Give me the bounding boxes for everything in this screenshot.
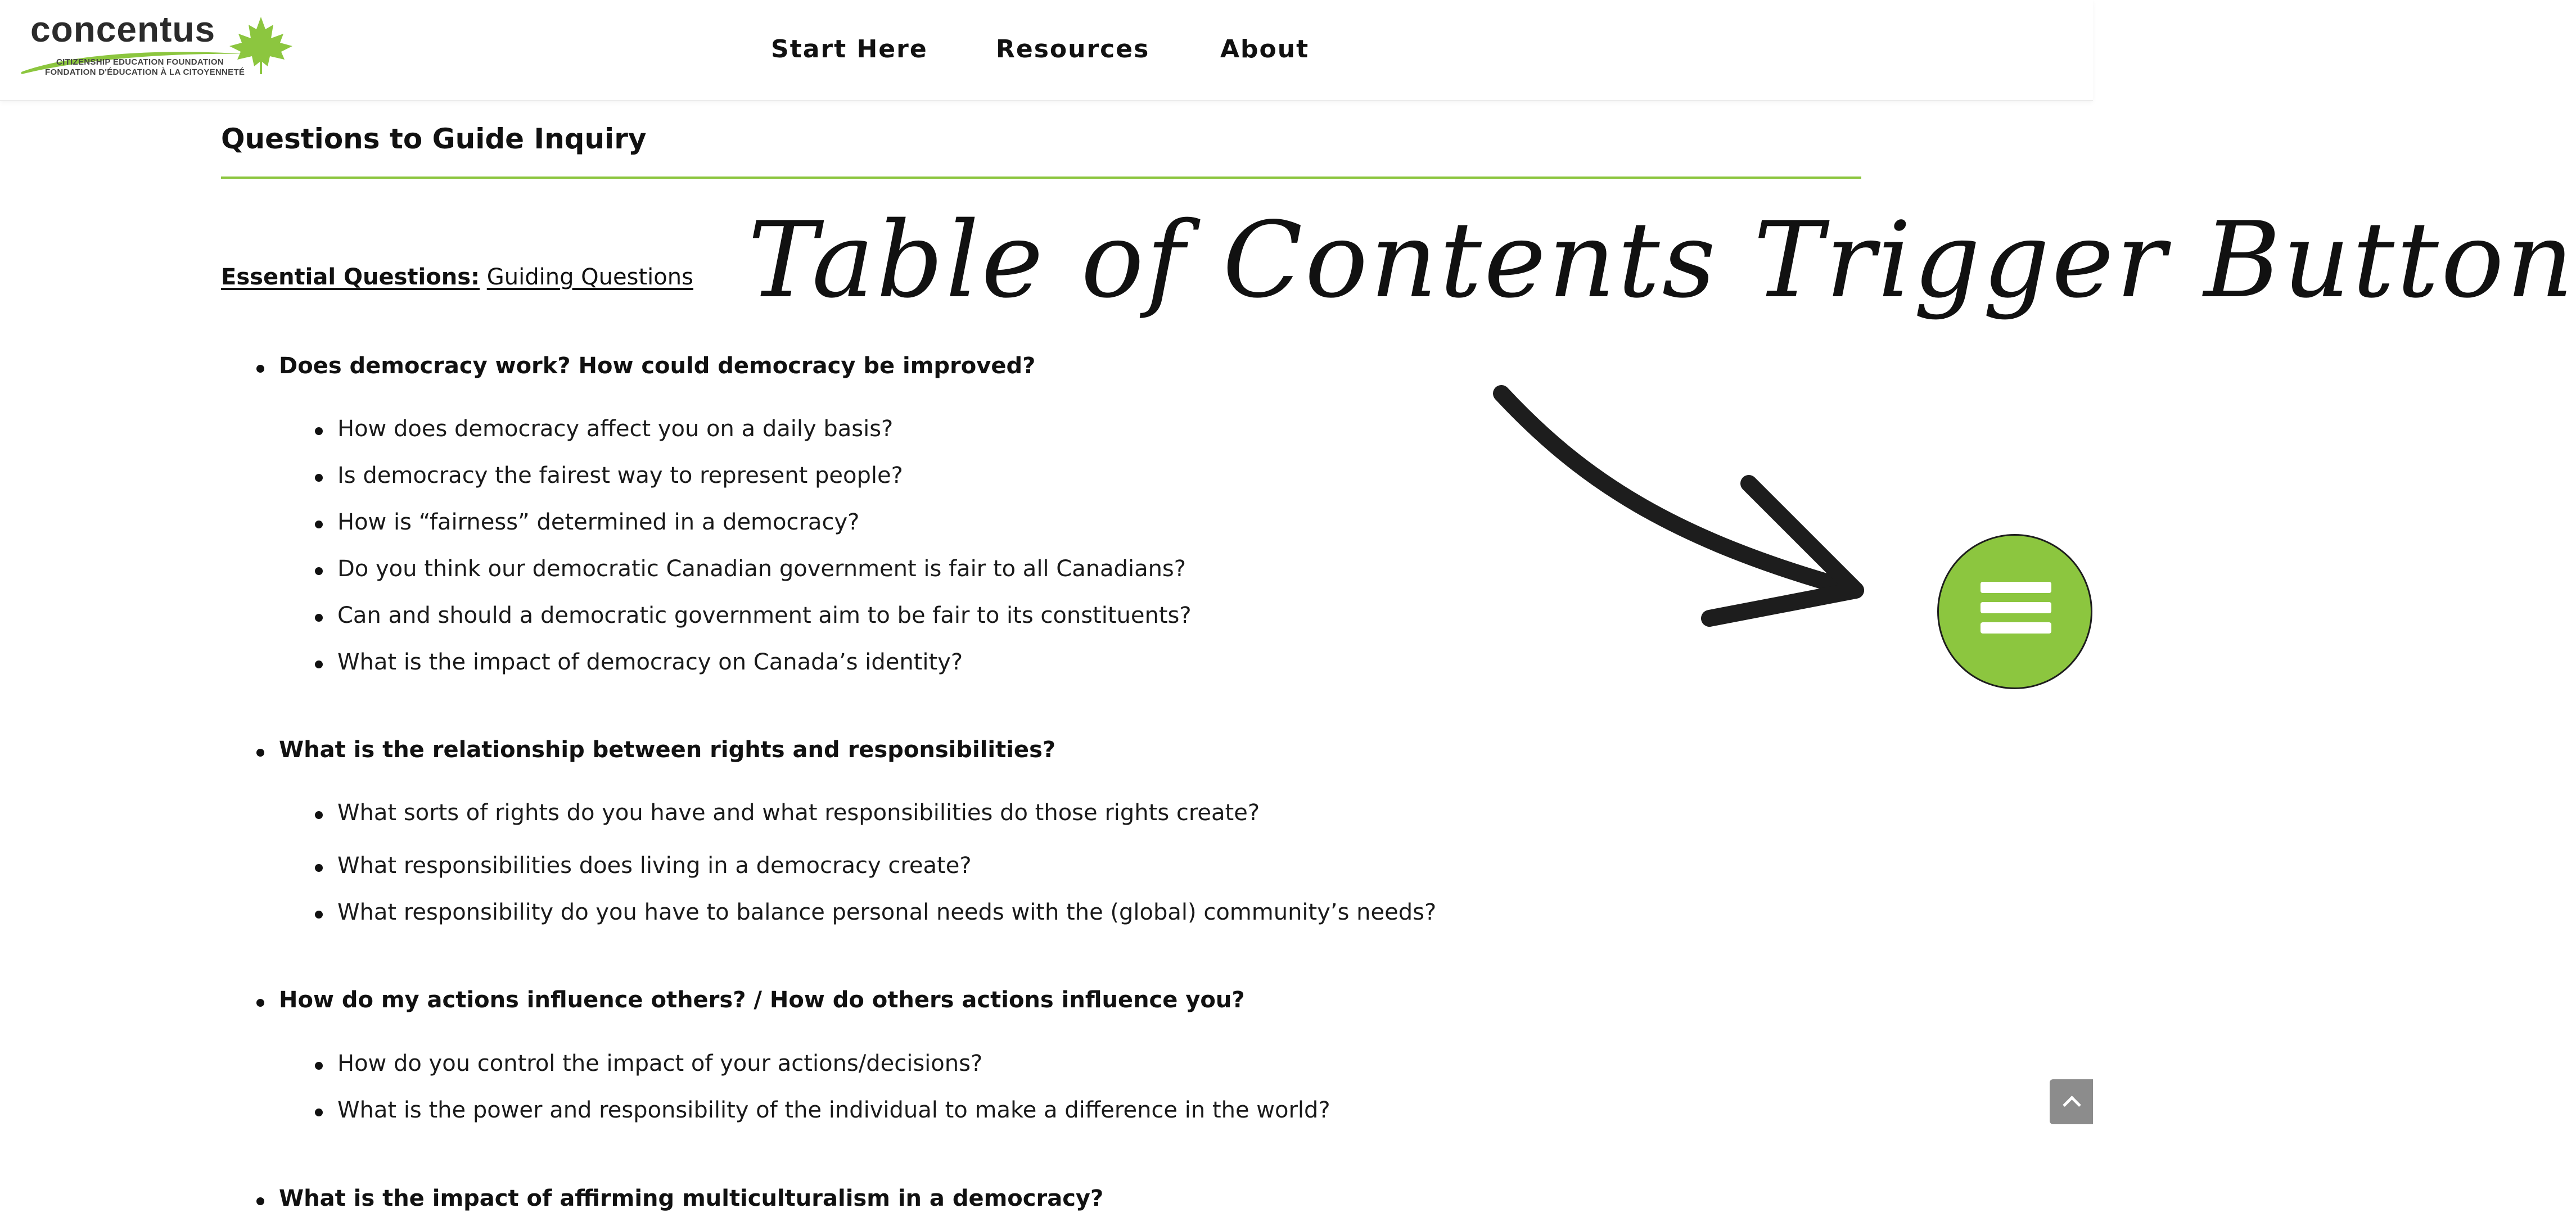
sub-question: What is the impact of democracy on Canada’s identity?	[337, 649, 963, 675]
main-question: What is the relationship between rights and responsibilities?	[279, 737, 1056, 763]
guiding-questions-link[interactable]: Guiding Questions	[486, 264, 693, 290]
back-to-top-button[interactable]	[2050, 1079, 2093, 1124]
essential-questions-line	[221, 264, 693, 290]
hamburger-menu-icon	[1981, 582, 2051, 593]
nav-resources[interactable]: Resources	[996, 35, 1150, 64]
sub-question: How do you control the impact of your actions/decisions?	[337, 1051, 983, 1076]
sub-question: How does democracy affect you on a daily basis?	[337, 416, 894, 442]
logo-subtitle-en: CITIZENSHIP EDUCATION FOUNDATION	[56, 57, 224, 67]
sub-question: What is the power and responsibility of the individual to make a difference in the world?	[337, 1097, 1330, 1123]
sub-question: How is “fairness” determined in a democracy?	[337, 509, 860, 535]
sub-question: What responsibility do you have to balance personal needs with the (global) community’s needs?	[337, 899, 1437, 925]
maple-leaf-icon	[227, 15, 295, 75]
toc-trigger-button[interactable]	[1937, 534, 2092, 689]
concentus-logo[interactable]	[19, 11, 283, 82]
bullet-icon	[315, 1109, 323, 1116]
sub-question: What responsibilities does living in a democracy create?	[337, 853, 972, 879]
bullet-icon	[315, 614, 323, 622]
bullet-icon	[315, 811, 323, 819]
bullet-icon	[315, 660, 323, 668]
bullet-icon	[315, 427, 323, 435]
chevron-up-icon	[2063, 1096, 2081, 1114]
sub-question: Do you think our democratic Canadian government is fair to all Canadians?	[337, 556, 1187, 582]
main-question: Does democracy work? How could democracy be improved?	[279, 353, 1036, 379]
bullet-icon	[315, 567, 323, 575]
nav-start-here[interactable]: Start Here	[771, 35, 928, 64]
bullet-icon	[315, 911, 323, 919]
logo-wordmark: concentus	[30, 9, 216, 49]
annotation-label: Table of Contents Trigger Button	[748, 199, 2576, 321]
main-question: How do my actions influence others? / How do others actions influence you?	[279, 987, 1245, 1013]
site-header	[0, 0, 2093, 101]
bullet-icon	[256, 999, 264, 1007]
bullet-icon	[315, 1062, 323, 1070]
hamburger-menu-icon	[1981, 602, 2051, 613]
sub-question: Is democracy the fairest way to represent people?	[337, 463, 903, 488]
logo-subtitle-fr: FONDATION D'ÉDUCATION À LA CITOYENNETÉ	[45, 67, 245, 77]
sub-question: Can and should a democratic government aim to be fair to its constituents?	[337, 603, 1192, 628]
essential-questions-label: Essential Questions:	[221, 264, 480, 290]
bullet-icon	[315, 864, 323, 872]
annotation-arrow-icon	[1485, 371, 1867, 635]
main-question: What is the impact of affirming multiculturalism in a democracy?	[279, 1186, 1104, 1211]
section-title: Questions to Guide Inquiry	[221, 123, 647, 155]
bullet-icon	[256, 365, 264, 373]
bullet-icon	[256, 1197, 264, 1205]
sub-question: What sorts of rights do you have and what responsibilities do those rights create?	[337, 800, 1260, 826]
bullet-icon	[315, 521, 323, 528]
bullet-icon	[315, 474, 323, 482]
title-divider	[221, 177, 1861, 179]
hamburger-menu-icon	[1981, 622, 2051, 634]
nav-about[interactable]: About	[1220, 35, 1310, 64]
bullet-icon	[256, 749, 264, 757]
